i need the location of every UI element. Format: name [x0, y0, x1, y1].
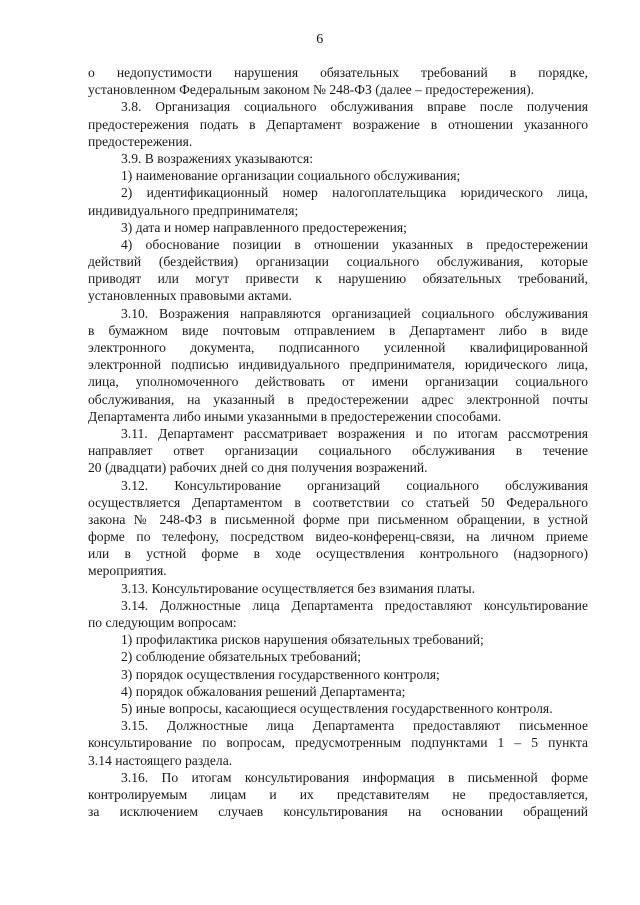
text-line: за исключением случаев консультирования на основании обращений — [88, 804, 588, 820]
text-line: закона № 248-ФЗ в письменной форме при письменном обращении, в устной — [88, 511, 588, 527]
text-line: 3.8. Организация социального обслуживания вправе после получения — [121, 99, 588, 115]
text-line: 1) наименование организации социального обслуживания; — [121, 168, 461, 184]
text-line: установленном Федеральным законом № 248-ФЗ (далее – предостережения). — [88, 82, 535, 98]
text-line: приводят или могут привести к нарушению обязательных требований, — [88, 271, 588, 287]
text-line: 3.14. Должностные лица Департамента предоставляют консультирование — [121, 597, 588, 613]
text-line: 3.13. Консультирование осуществляется без взимания платы. — [121, 580, 476, 596]
text-line: 3.14 настоящего раздела. — [88, 752, 233, 768]
text-line: консультирование по вопросам, предусмотренным подпунктами 1 – 5 пункта — [88, 735, 588, 751]
text-line: 20 (двадцати) рабочих дней со дня получения возражений. — [88, 460, 428, 476]
text-line: 1) профилактика рисков нарушения обязательных требований; — [121, 632, 484, 648]
text-line: 3.16. По итогам консультирования информация в письменной форме — [121, 769, 588, 785]
text-line: по следующим вопросам: — [88, 615, 237, 630]
text-line: электронного документа, подписанного усиленной квалифицированной — [88, 340, 588, 355]
text-line: форме по телефону, посредством видео-конференц-связи, на личном приеме — [88, 529, 588, 545]
text-line: предостережения подать в Департамент возражение в отношении указанного — [88, 116, 588, 132]
text-line: 3) дата и номер направленного предостережения; — [121, 219, 407, 235]
text-line: 3.15. Должностные лица Департамента предоставляют письменное — [121, 718, 588, 734]
text-line: 3.9. В возражениях указываются: — [121, 150, 313, 166]
text-line: направляет ответ организации социального обслуживания в течение — [88, 443, 588, 459]
text-line: 3) порядок осуществления государственного контроля; — [121, 666, 440, 682]
text-line: действий (бездействия) организации социального обслуживания, которые — [88, 254, 588, 270]
text-line: Департамента либо иными указанными в предостережении способами. — [88, 408, 502, 424]
text-line: или в устной форме в ходе осуществления контрольного (надзорного) — [88, 546, 588, 562]
text-line: мероприятия. — [88, 563, 167, 579]
text-line: 3.12. Консультирование организаций социального обслуживания — [121, 477, 588, 493]
text-line: 5) иные вопросы, касающиеся осуществления государственного контроля. — [121, 700, 553, 716]
text-line: 2) соблюдение обязательных требований; — [121, 649, 362, 665]
text-line: осуществляется Департаментом в соответствии со статьей 50 Федерального — [88, 494, 588, 510]
text-line: в бумажном виде почтовым отправлением в Департамент либо в виде — [88, 322, 588, 338]
text-line: обслуживания, на указанный в предостережении адрес электронной почты — [88, 391, 588, 407]
text-line: установленных правовыми актами. — [88, 288, 292, 304]
text-line: о недопустимости нарушения обязательных требований в порядке, — [88, 65, 588, 80]
text-line: индивидуального предпринимателя; — [88, 202, 299, 218]
page-number: 6 — [316, 32, 324, 47]
text-line: 2) идентификационный номер налогоплательщика юридического лица, — [121, 185, 588, 201]
document-body — [88, 64, 588, 820]
text-line: электронной подписью индивидуального предпринимателя, юридического лица, — [88, 357, 588, 373]
text-line: 3.10. Возражения направляются организацией социального обслуживания — [121, 305, 588, 321]
text-line: 3.11. Департамент рассматривает возражения и по итогам рассмотрения — [121, 425, 588, 441]
text-line: предостережения. — [88, 133, 193, 149]
text-line: 4) порядок обжалования решений Департамента; — [121, 683, 406, 699]
text-line: лица, уполномоченного действовать от имени организации социального — [88, 374, 588, 390]
text-line: 4) обоснование позиции в отношении указанных в предостережении — [121, 236, 588, 252]
text-line: контролируемым лицам и их представителям не предоставляется, — [88, 786, 588, 802]
